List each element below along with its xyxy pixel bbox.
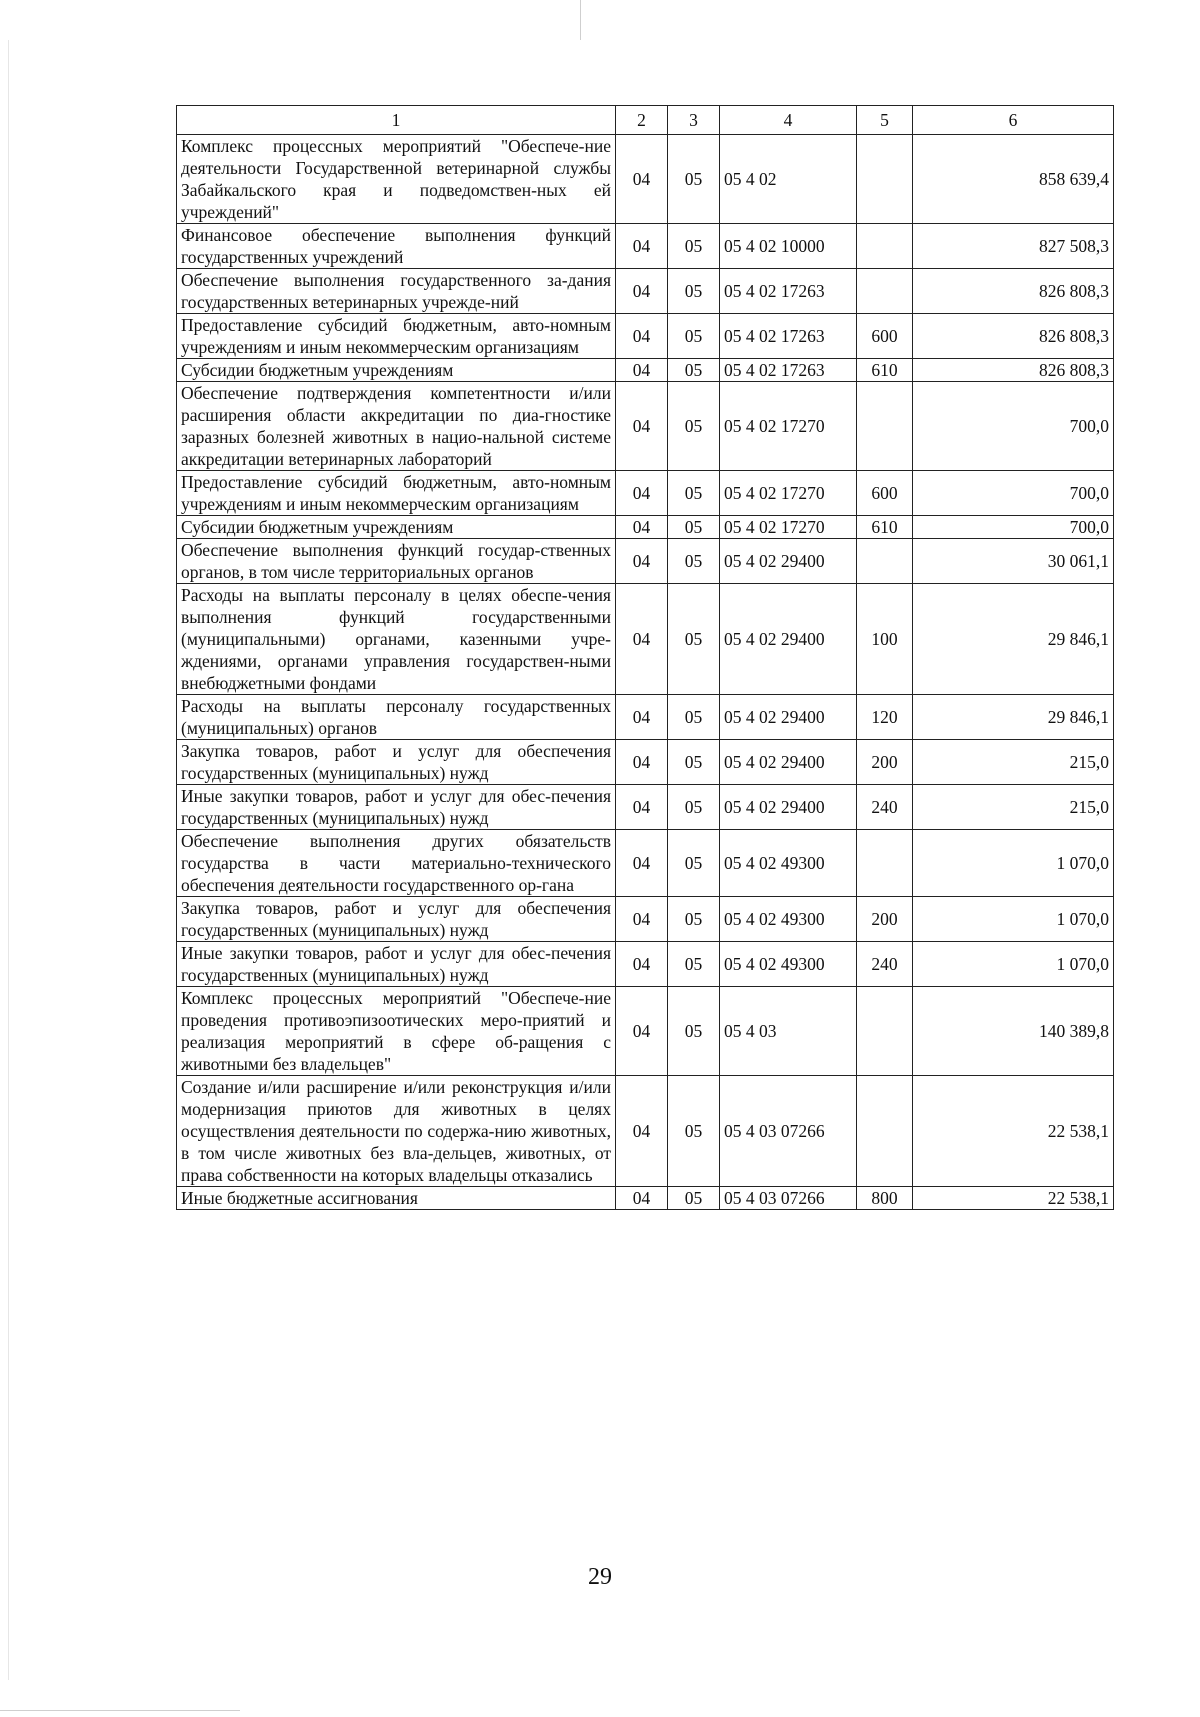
subsection-code: 05	[668, 224, 720, 269]
expense-type-code: 200	[857, 897, 913, 942]
subsection-code: 05	[668, 516, 720, 539]
target-article-code: 05 4 02 17270	[720, 471, 857, 516]
section-code: 04	[616, 830, 668, 897]
amount: 827 508,3	[913, 224, 1114, 269]
expense-type-code: 120	[857, 695, 913, 740]
column-header: 6	[913, 106, 1114, 135]
expense-type-code: 610	[857, 516, 913, 539]
expense-type-code	[857, 830, 913, 897]
expense-name: Субсидии бюджетным учреждениям	[177, 516, 616, 539]
table-row	[177, 1187, 1114, 1210]
subsection-code: 05	[668, 269, 720, 314]
amount: 22 538,1	[913, 1076, 1114, 1187]
subsection-code: 05	[668, 1187, 720, 1210]
target-article-code: 05 4 03 07266	[720, 1187, 857, 1210]
section-code: 04	[616, 539, 668, 584]
column-header: 2	[616, 106, 668, 135]
expense-name: Обеспечение выполнения других обязательств государства в части материально-технического обеспечения деятельности государственного ор-гана	[177, 830, 616, 897]
expense-type-code	[857, 135, 913, 224]
amount: 700,0	[913, 516, 1114, 539]
section-code: 04	[616, 359, 668, 382]
section-code: 04	[616, 897, 668, 942]
section-code: 04	[616, 516, 668, 539]
table-row	[177, 942, 1114, 987]
table-header-row	[177, 106, 1114, 135]
amount: 1 070,0	[913, 897, 1114, 942]
expense-name: Комплекс процессных мероприятий "Обеспече-ние проведения противоэпизоотических меро-приятий и реализация мероприятий в сфере об-ращения с животными без владельцев"	[177, 987, 616, 1076]
target-article-code: 05 4 02 17270	[720, 516, 857, 539]
target-article-code: 05 4 02 17263	[720, 314, 857, 359]
section-code: 04	[616, 584, 668, 695]
amount: 29 846,1	[913, 584, 1114, 695]
expense-name: Обеспечение выполнения государственного за-дания государственных ветеринарных учрежде-ний	[177, 269, 616, 314]
subsection-code: 05	[668, 897, 720, 942]
table-row	[177, 269, 1114, 314]
section-code: 04	[616, 942, 668, 987]
target-article-code: 05 4 03 07266	[720, 1076, 857, 1187]
expense-type-code: 600	[857, 471, 913, 516]
expense-name: Расходы на выплаты персоналу в целях обеспе-чения выполнения функций государственными (муниципальными) органами, казенными учре-ждениями, органами управления государствен-ными внебюджетными фондами	[177, 584, 616, 695]
section-code: 04	[616, 269, 668, 314]
table-row	[177, 740, 1114, 785]
subsection-code: 05	[668, 135, 720, 224]
section-code: 04	[616, 740, 668, 785]
subsection-code: 05	[668, 1076, 720, 1187]
amount: 858 639,4	[913, 135, 1114, 224]
expense-type-code: 200	[857, 740, 913, 785]
expense-name: Субсидии бюджетным учреждениям	[177, 359, 616, 382]
expense-type-code	[857, 224, 913, 269]
subsection-code: 05	[668, 471, 720, 516]
table-row	[177, 516, 1114, 539]
section-code: 04	[616, 314, 668, 359]
table-row	[177, 987, 1114, 1076]
expense-type-code: 800	[857, 1187, 913, 1210]
table-row	[177, 830, 1114, 897]
target-article-code: 05 4 02	[720, 135, 857, 224]
scan-artifact-line	[0, 1710, 240, 1711]
section-code: 04	[616, 471, 668, 516]
expense-name: Финансовое обеспечение выполнения функций государственных учреждений	[177, 224, 616, 269]
subsection-code: 05	[668, 314, 720, 359]
amount: 826 808,3	[913, 359, 1114, 382]
expense-type-code	[857, 382, 913, 471]
table-row	[177, 897, 1114, 942]
table-row	[177, 785, 1114, 830]
expense-name: Комплекс процессных мероприятий "Обеспече-ние деятельности Государственной ветеринарной службы Забайкальского края и подведомствен-ных ей учреждений"	[177, 135, 616, 224]
subsection-code: 05	[668, 695, 720, 740]
expense-name: Иные бюджетные ассигнования	[177, 1187, 616, 1210]
expense-name: Предоставление субсидий бюджетным, авто-номным учреждениям и иным некоммерческим организациям	[177, 314, 616, 359]
target-article-code: 05 4 02 49300	[720, 897, 857, 942]
expense-type-code: 240	[857, 942, 913, 987]
section-code: 04	[616, 1187, 668, 1210]
amount: 215,0	[913, 785, 1114, 830]
section-code: 04	[616, 135, 668, 224]
page-number: 29	[588, 1564, 612, 1590]
expense-name: Закупка товаров, работ и услуг для обеспечения государственных (муниципальных) нужд	[177, 740, 616, 785]
subsection-code: 05	[668, 830, 720, 897]
table-row	[177, 471, 1114, 516]
target-article-code: 05 4 02 49300	[720, 942, 857, 987]
amount: 1 070,0	[913, 942, 1114, 987]
target-article-code: 05 4 02 29400	[720, 584, 857, 695]
section-code: 04	[616, 1076, 668, 1187]
column-header: 1	[177, 106, 616, 135]
expense-name: Обеспечение выполнения функций государ-ственных органов, в том числе территориальных органов	[177, 539, 616, 584]
amount: 140 389,8	[913, 987, 1114, 1076]
target-article-code: 05 4 02 17263	[720, 359, 857, 382]
expense-name: Расходы на выплаты персоналу государственных (муниципальных) органов	[177, 695, 616, 740]
amount: 22 538,1	[913, 1187, 1114, 1210]
expense-name: Обеспечение подтверждения компетентности и/или расширения области аккредитации по диа-гностике заразных болезней животных в нацио-нальной системе аккредитации ветеринарных лабораторий	[177, 382, 616, 471]
table-row	[177, 224, 1114, 269]
amount: 700,0	[913, 382, 1114, 471]
expense-type-code: 100	[857, 584, 913, 695]
target-article-code: 05 4 02 29400	[720, 740, 857, 785]
subsection-code: 05	[668, 785, 720, 830]
amount: 700,0	[913, 471, 1114, 516]
table-row	[177, 382, 1114, 471]
subsection-code: 05	[668, 942, 720, 987]
subsection-code: 05	[668, 584, 720, 695]
expense-name: Иные закупки товаров, работ и услуг для обес-печения государственных (муниципальных) нужд	[177, 785, 616, 830]
expense-type-code	[857, 539, 913, 584]
section-code: 04	[616, 785, 668, 830]
scan-artifact-line	[580, 0, 581, 40]
table-row	[177, 539, 1114, 584]
column-header: 4	[720, 106, 857, 135]
section-code: 04	[616, 695, 668, 740]
table-row	[177, 359, 1114, 382]
expense-type-code: 610	[857, 359, 913, 382]
target-article-code: 05 4 02 49300	[720, 830, 857, 897]
amount: 826 808,3	[913, 269, 1114, 314]
subsection-code: 05	[668, 382, 720, 471]
target-article-code: 05 4 02 10000	[720, 224, 857, 269]
target-article-code: 05 4 02 29400	[720, 785, 857, 830]
expense-type-code	[857, 269, 913, 314]
expense-type-code	[857, 1076, 913, 1187]
subsection-code: 05	[668, 987, 720, 1076]
expense-type-code: 240	[857, 785, 913, 830]
column-header: 5	[857, 106, 913, 135]
section-code: 04	[616, 987, 668, 1076]
table-row	[177, 695, 1114, 740]
table-row	[177, 135, 1114, 224]
target-article-code: 05 4 02 29400	[720, 539, 857, 584]
amount: 30 061,1	[913, 539, 1114, 584]
column-header: 3	[668, 106, 720, 135]
amount: 215,0	[913, 740, 1114, 785]
subsection-code: 05	[668, 359, 720, 382]
amount: 1 070,0	[913, 830, 1114, 897]
budget-table	[176, 105, 1114, 1210]
section-code: 04	[616, 382, 668, 471]
target-article-code: 05 4 03	[720, 987, 857, 1076]
expense-type-code: 600	[857, 314, 913, 359]
expense-name: Иные закупки товаров, работ и услуг для обес-печения государственных (муниципальных) нужд	[177, 942, 616, 987]
expense-name: Предоставление субсидий бюджетным, авто-номным учреждениям и иным некоммерческим организациям	[177, 471, 616, 516]
expense-name: Создание и/или расширение и/или реконструкция и/или модернизация приютов для животных в целях осуществления деятельности по содержа-нию животных, в том числе животных без вла-дельцев, животных, от права собственности на которых владельцы отказались	[177, 1076, 616, 1187]
expense-name: Закупка товаров, работ и услуг для обеспечения государственных (муниципальных) нужд	[177, 897, 616, 942]
table-row	[177, 314, 1114, 359]
target-article-code: 05 4 02 29400	[720, 695, 857, 740]
subsection-code: 05	[668, 740, 720, 785]
amount: 826 808,3	[913, 314, 1114, 359]
target-article-code: 05 4 02 17263	[720, 269, 857, 314]
scan-artifact-line	[8, 40, 9, 1680]
table-row	[177, 1076, 1114, 1187]
target-article-code: 05 4 02 17270	[720, 382, 857, 471]
amount: 29 846,1	[913, 695, 1114, 740]
expense-type-code	[857, 987, 913, 1076]
subsection-code: 05	[668, 539, 720, 584]
section-code: 04	[616, 224, 668, 269]
table-row	[177, 584, 1114, 695]
